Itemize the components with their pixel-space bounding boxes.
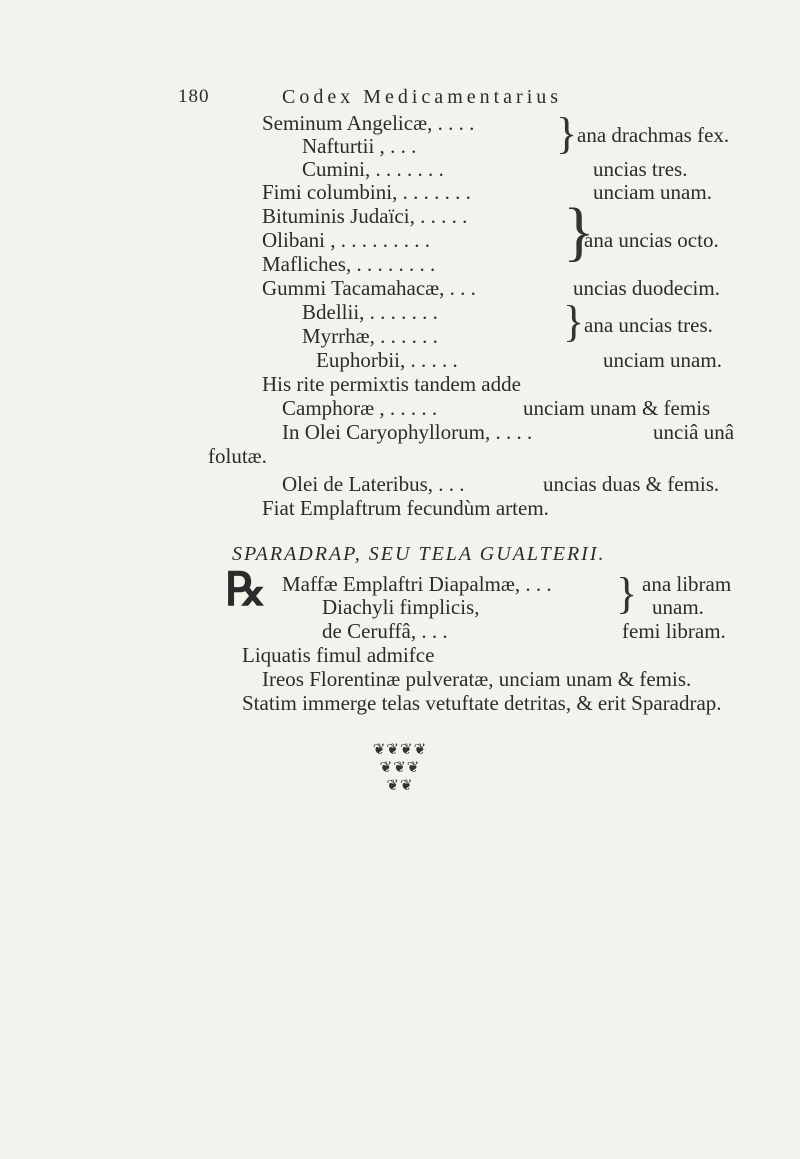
ingredient-line: Mafliches, . . . . . . . .	[262, 252, 436, 276]
ingredient-line: In Olei Caryophyllorum, . . . .	[282, 420, 533, 444]
ingredient-line: Bdellii, . . . . . . .	[302, 300, 438, 324]
brace-note: ana drachmas fex.	[577, 123, 730, 147]
recipe-symbol: ℞	[225, 564, 267, 615]
amount: femi libram.	[622, 619, 726, 643]
instruction-line: Statim immerge telas vetuftate detritas, & erit Sparadrap.	[242, 691, 722, 715]
ingredient-line: Camphoræ , . . . . .	[282, 396, 438, 420]
amount: unciâ unâ	[653, 420, 735, 444]
ingredient-line: Diachyli fimplicis,	[322, 595, 480, 619]
ingredient-line: Seminum Angelicæ, . . . .	[262, 111, 475, 135]
amount: unam.	[652, 595, 704, 619]
page-number: 180	[178, 86, 210, 107]
section-title: SPARADRAP, SEU TELA GUALTERII.	[232, 543, 606, 565]
brace: }	[563, 297, 585, 346]
amount: uncias duodecim.	[573, 276, 720, 300]
brace: }	[563, 195, 595, 268]
brace: }	[556, 109, 578, 158]
instruction-line: Fiat Emplaftrum fecundùm artem.	[262, 496, 549, 520]
ingredient-line: Nafturtii , . . .	[302, 134, 417, 158]
amount: uncias tres.	[593, 157, 688, 181]
ornament-row: ❦❦	[386, 778, 414, 794]
ingredient-line: Maffæ Emplaftri Diapalmæ, . . .	[282, 572, 552, 596]
brace-note: ana uncias octo.	[584, 228, 719, 252]
ingredient-line: Olibani , . . . . . . . . .	[262, 228, 430, 252]
amount: ana libram	[642, 572, 732, 596]
amount: unciam unam.	[603, 348, 722, 372]
amount: uncias duas & femis.	[543, 472, 720, 496]
ingredient-line: Bituminis Judaïci, . . . . .	[262, 204, 468, 228]
ingredient-line: Euphorbii, . . . . .	[316, 348, 458, 372]
ingredient-line: Cumini, . . . . . . .	[302, 157, 444, 181]
ingredient-line: Myrrhæ, . . . . . .	[302, 324, 438, 348]
instruction-line: Ireos Florentinæ pulveratæ, unciam unam & femis.	[262, 667, 692, 691]
instruction-line: His rite permixtis tandem adde	[262, 372, 521, 396]
ornament-row: ❦❦❦	[379, 760, 421, 776]
ingredient-line: Olei de Lateribus, . . .	[282, 472, 465, 496]
instruction-line: folutæ.	[208, 444, 267, 468]
ingredient-line: de Ceruffâ, . . .	[322, 619, 448, 643]
brace: }	[616, 569, 638, 618]
brace-note: ana uncias tres.	[584, 313, 713, 337]
instruction-line: Liquatis fimul admifce	[242, 643, 435, 667]
ingredient-line: Gummi Tacamahacæ, . . .	[262, 276, 476, 300]
amount: unciam unam & femis	[523, 396, 711, 420]
running-title: Codex Medicamentarius	[282, 86, 563, 108]
amount: unciam unam.	[593, 180, 712, 204]
ornament-row: ❦❦❦❦	[372, 742, 428, 758]
ingredient-line: Fimi columbini, . . . . . . .	[262, 180, 471, 204]
